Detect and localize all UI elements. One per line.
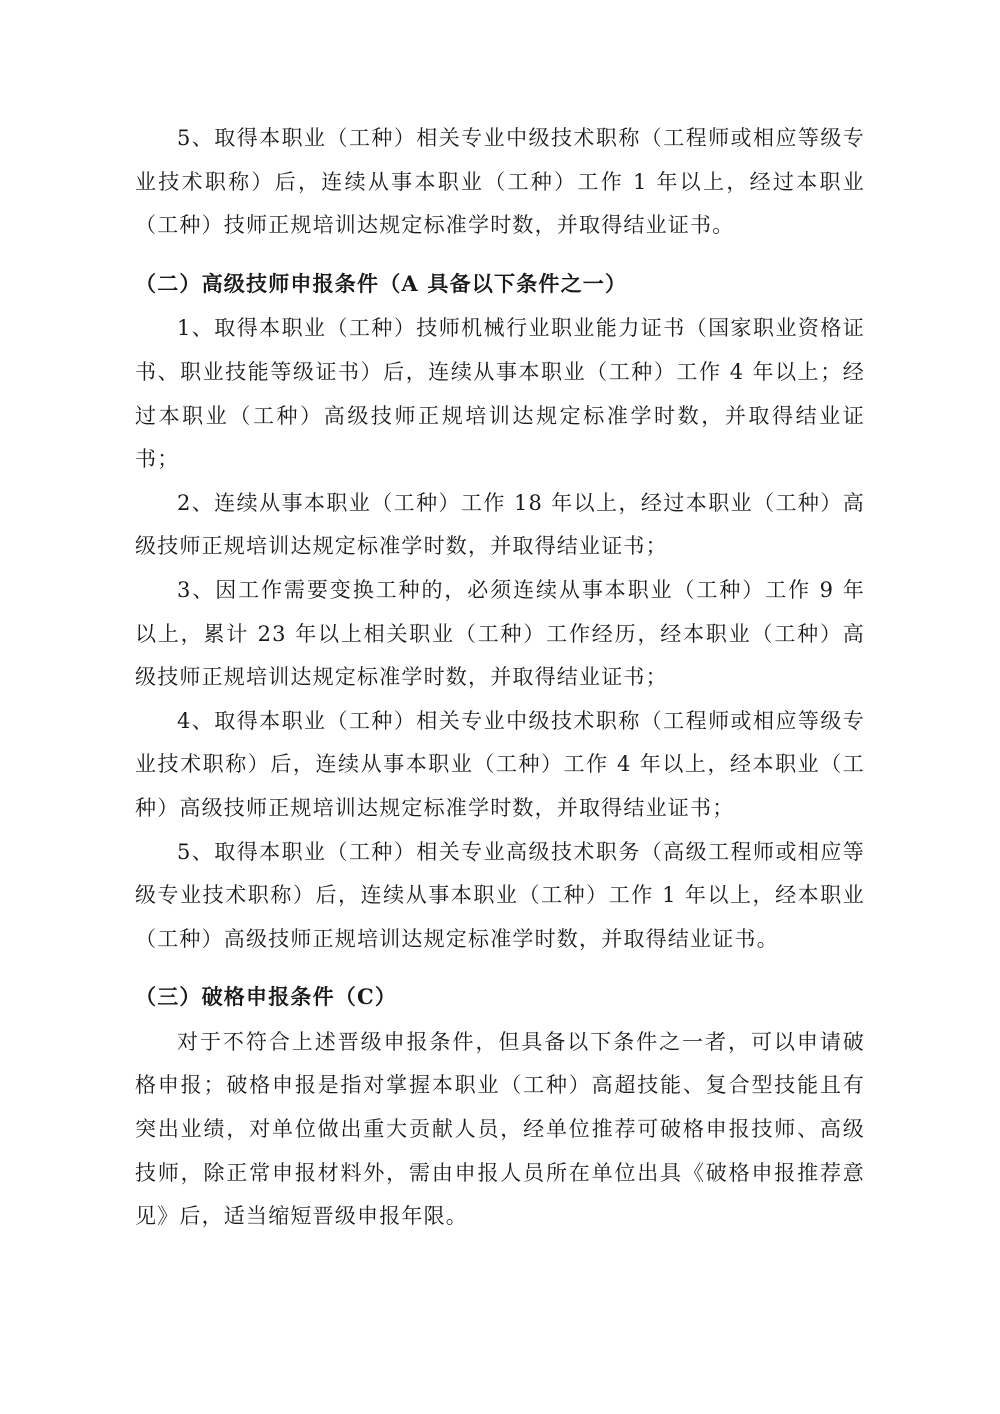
senior-technician-item-2: 2、连续从事本职业（工种）工作 18 年以上，经过本职业（工种）高级技师正规培训达规定标准学时数，并取得结业证书； [135,490,865,559]
exceptional-application-body: 对于不符合上述晋级申报条件，但具备以下条件之一者，可以申请破格申报；破格申报是指对掌握本职业（工种）高超技能、复合型技能且有突出业绩，对单位做出重大贡献人员，经单位推荐可破格申报技师、高级技师，除正常申报材料外，需由申报人员所在单位出具《破格申报推荐意见》后，适当缩短晋级申报年限。 [135,1029,865,1229]
senior-technician-item-5: 5、取得本职业（工种）相关专业高级技术职务（高级工程师或相应等级专业技术职称）后，连续从事本职业（工种）工作 1 年以上，经本职业（工种）高级技师正规培训达规定标准学时数，并取得结业证书。 [135,839,865,951]
senior-technician-item-1: 1、取得本职业（工种）技师机械行业职业能力证书（国家职业资格证书、职业技能等级证书）后，连续从事本职业（工种）工作 4 年以上；经过本职业（工种）高级技师正规培训达规定标准学时数，并取得结业证书； [135,316,865,472]
senior-technician-item-3: 3、因工作需要变换工种的，必须连续从事本职业（工种）工作 9 年以上，累计 23 年以上相关职业（工种）工作经历，经本职业（工种）高级技师正规培训达规定标准学时数，并取得结业证书； [135,577,865,690]
senior-technician-heading: （二）高级技师申报条件（A 具备以下条件之一） [135,270,628,296]
technician-item-5: 5、取得本职业（工种）相关专业中级技术职称（工程师或相应等级专业技术职称）后，连续从事本职业（工种）工作 1 年以上，经过本职业（工种）技师正规培训达规定标准学时数，并取得结业证书。 [135,126,865,238]
exceptional-application-heading: （三）破格申报条件（C） [135,984,398,1010]
document-page [135,117,865,1239]
senior-technician-item-4: 4、取得本职业（工种）相关专业中级技术职称（工程师或相应等级专业技术职称）后，连续从事本职业（工种）工作 4 年以上，经本职业（工种）高级技师正规培训达规定标准学时数，并取得结业证书； [135,708,865,820]
